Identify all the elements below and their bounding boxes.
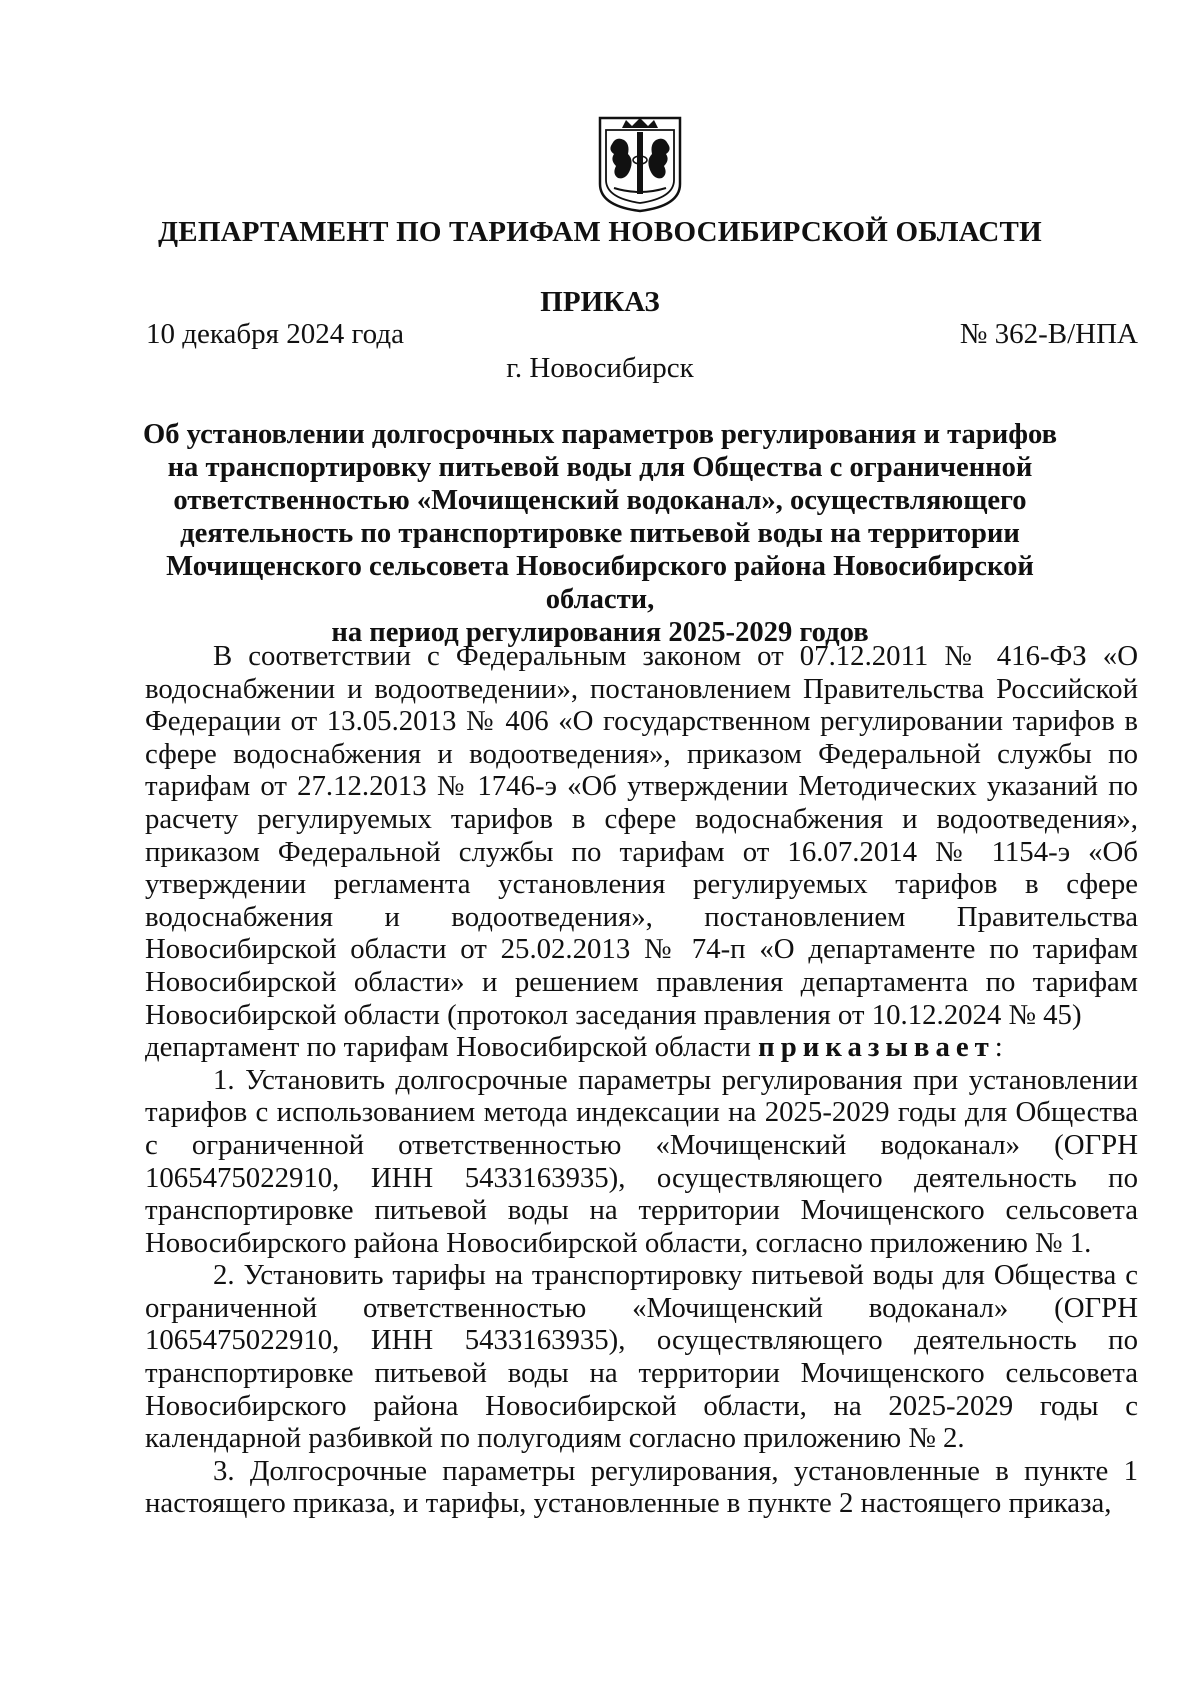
order-body (145, 640, 1138, 1520)
title-line: деятельность по транспортировке питьевой воды на территории (180, 518, 1020, 549)
order-item-1: 1. Установить долгосрочные параметры регулирования при установлении тарифов с использованием метода индексации на 2025-2029 годы для Общества с ограниченной ответственностью «Мочищенский водоканал» (ОГРН 1065475022910, ИНН 5433163935), осуществляющего деятельность по транспортировке питьевой воды на территории Мочищенского сельсовета Новосибирского района Новосибирской области, согласно приложению № 1. (145, 1063, 1138, 1259)
order-title (130, 418, 1070, 649)
order-statement (145, 1031, 1138, 1064)
title-line: на период регулирования 2025-2029 годов (331, 617, 869, 648)
title-line: Об установлении долгосрочных параметров регулирования и тарифов (142, 419, 1058, 450)
order-date: 10 декабря 2024 года (146, 318, 404, 350)
coat-of-arms-icon (596, 114, 684, 214)
order-number: № 362-В/НПА (959, 318, 1138, 350)
title-line: ответственностью «Мочищенский водоканал», осуществляющего (173, 485, 1027, 516)
order-colon: : (994, 1031, 1003, 1064)
order-item-2: 2. Установить тарифы на транспортировку питьевой воды для Общества с ограниченной ответственностью «Мочищенский водоканал» (ОГРН 1065475022910, ИНН 5433163935), осуществляющего деятельность по транспортировке питьевой воды на территории Мочищенского сельсовета Новосибирского района Новосибирской области, на 2025-2029 годы с календарной разбивкой по полугодиям согласно приложению № 2. (145, 1259, 1138, 1455)
order-intro: департамент по тарифам Новосибирской области (145, 1031, 751, 1064)
title-line: на транспортировку питьевой воды для Общества с ограниченной (167, 452, 1033, 483)
order-city: г. Новосибирск (506, 352, 694, 384)
department-name: ДЕПАРТАМЕНТ ПО ТАРИФАМ НОВОСИБИРСКОЙ ОБЛАСТИ (158, 216, 1042, 248)
preamble-paragraph: В соответствии с Федеральным законом от 07.12.2011 № 416-ФЗ «О водоснабжении и водоотведении», постановлением Правительства Российской Федерации от 13.05.2013 № 406 «О государственном регулировании тарифов в сфере водоснабжения и водоотведения», приказом Федеральной службы по тарифам от 27.12.2013 № 1746-э «Об утверждении Методических указаний по расчету регулируемых тарифов в сфере водоснабжения и водоотведения», приказом Федеральной службы по тарифам от 16.07.2014 № 1154-э «Об утверждении регламента установления регулируемых тарифов в сфере водоснабжения и водоотведения», постановлением Правительства Новосибирской области от 25.02.2013 № 74-п «О департаменте по тарифам Новосибирской области» и решением правления департамента по тарифам Новосибирской области (протокол заседания правления от 10.12.2024 № 45) (145, 640, 1138, 1031)
title-line: Мочищенского сельсовета Новосибирского района Новосибирской области, (166, 551, 1034, 615)
order-verb: приказывает (758, 1031, 995, 1064)
document-type: ПРИКАЗ (540, 286, 660, 318)
order-item-3: 3. Долгосрочные параметры регулирования, установленные в пункте 1 настоящего приказа, и тарифы, установленные в пункте 2 настоящего приказа, (145, 1454, 1138, 1520)
